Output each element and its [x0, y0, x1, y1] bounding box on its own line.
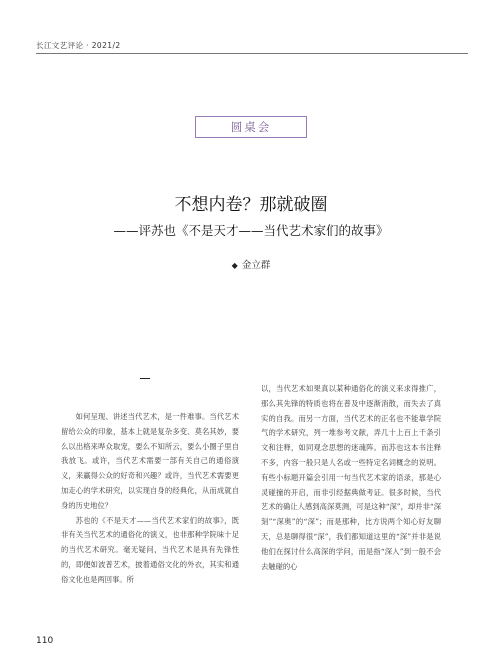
- journal-header: 长江文艺评论 · 2021/2: [36, 41, 121, 50]
- page-number: 110: [36, 636, 54, 646]
- header-divider: [36, 53, 468, 54]
- diamond-icon: ◆: [231, 261, 238, 270]
- column-label: 圆桌会: [195, 116, 307, 138]
- author-name: 金立群: [241, 260, 271, 271]
- article-title: 不想内卷？那就破圈: [174, 195, 328, 215]
- paragraph: 苏也的《不是天才——当代艺术家们的故事》，既非有关当代艺术的通俗化的演义，也非那种学院味十足的当代艺术研究。毫无疑问，当代艺术是具有先锋性的，即便如波普艺术，披着通俗文化的外衣，其实和通俗文化也是两回事。所: [61, 515, 239, 584]
- paragraph: 如何呈现、讲述当代艺术，是一件难事。当代艺术留给公众的印象，基本上就是复杂多变、莫名其妙，要么以出格来哗众取宠，要么不知所云，要么小圈子里自我放飞。或许，当代艺术需要一部有关自己的通俗演义，来赢得公众的好奇和兴趣？或许，当代艺术需要更加走心的学术研究，以实现自身的经典化，从而成就自身的历史地位？: [61, 412, 239, 510]
- body-column-right: [261, 382, 441, 574]
- body-column-left: [61, 410, 239, 588]
- article-subtitle: ——评苏也《不是天才——当代艺术家们的故事》: [113, 223, 389, 238]
- article-author: [0, 257, 502, 271]
- paragraph: 以，当代艺术如果真以某种通俗化的演义来求得推广，那么其先锋的特质也将在普及中逐渐消散，而失去了真实的自我。而另一方面，当代艺术的正名也不能靠学院气的学术研究，列一堆参考文献，弄几十上百上千条引文和注释，如同观念思想的迷魂阵。而苏也这本书注释不多，内容一般只是人名或一些特定名词概念的说明。有些小标题开篇会引用一句当代艺术家的语录，那是心灵碰撞的开启，而非引经据典做考证。很多时候，当代艺术的确让人感到高深莫测，可是这种“深”，却并非“深刻”“深奥”的“深”；而是那种，比方说两个知心好友聊天，总是聊得很“深”，我们都知道这里的“深”并非是说他们在探讨什么高深的学问，而是指“深入”到一般不会去触碰的心: [261, 384, 441, 571]
- section-number: [140, 378, 150, 379]
